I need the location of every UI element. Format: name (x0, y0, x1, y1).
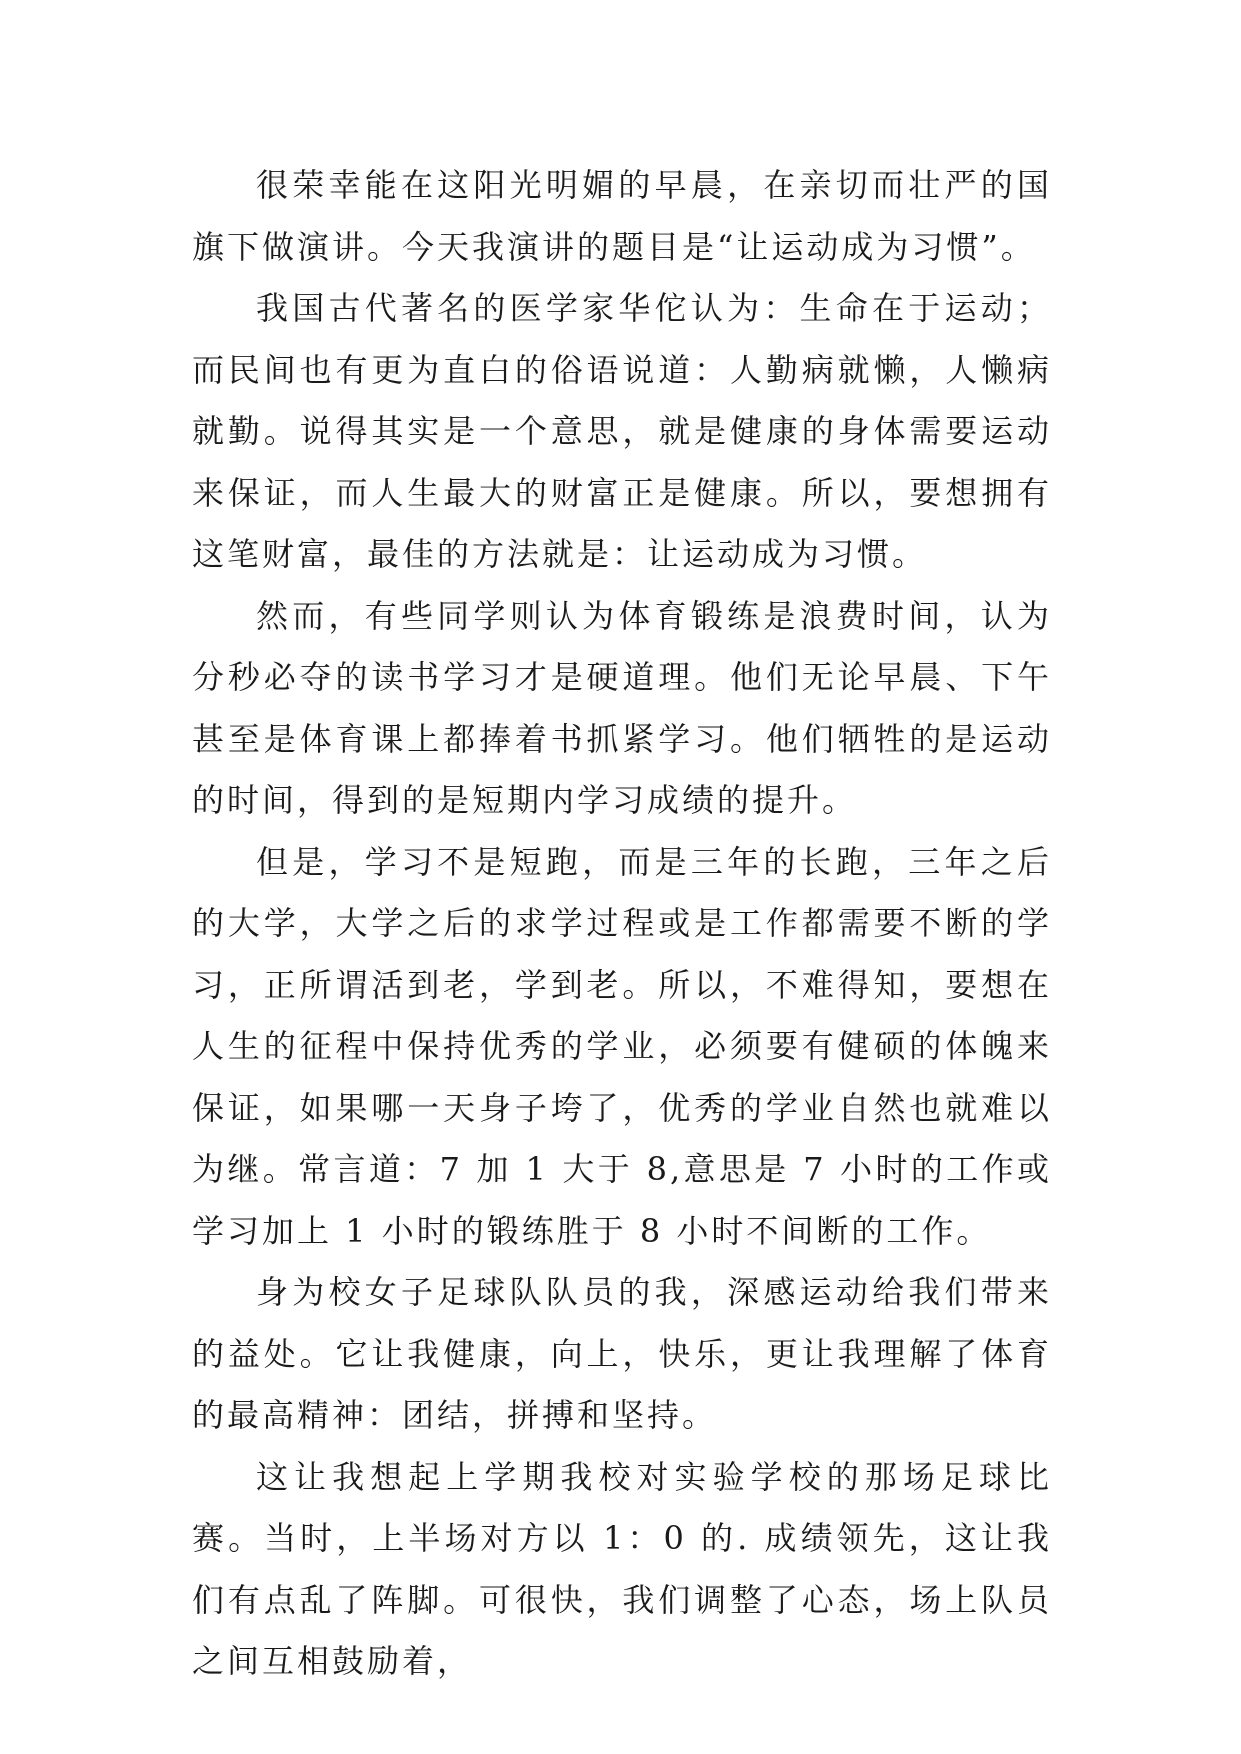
paragraph-6: 这让我想起上学期我校对实验学校的那场足球比赛。当时，上半场对方以 1：0 的. 成绩领先，这让我们有点乱了阵脚。可很快，我们调整了心态，场上队员之间互相鼓励着， (192, 1457, 1052, 1680)
paragraph-2: 我国古代著名的医学家华佗认为：生命在于运动；而民间也有更为直白的俗语说道：人勤病就懒，人懒病就勤。说得其实是一个意思，就是健康的身体需要运动来保证，而人生最大的财富正是健康。所以，要想拥有这笔财富，最佳的方法就是：让运动成为习惯。 (192, 289, 1052, 573)
document-body (192, 155, 1052, 1693)
paragraph-3: 然而，有些同学则认为体育锻练是浪费时间，认为分秒必夺的读书学习才是硬道理。他们无论早晨、下午甚至是体育课上都捧着书抓紧学习。他们牺牲的是运动的时间，得到的是短期内学习成绩的提升。 (192, 596, 1052, 819)
paragraph-1: 很荣幸能在这阳光明媚的早晨，在亲切而壮严的国旗下做演讲。今天我演讲的题目是“让运动成为习惯”。 (192, 166, 1052, 266)
paragraph-5: 身为校女子足球队队员的我，深感运动给我们带来的益处。它让我健康，向上，快乐，更让我理解了体育的最高精神：团结，拼搏和坚持。 (192, 1273, 1052, 1434)
paragraph-4: 但是，学习不是短跑，而是三年的长跑，三年之后的大学，大学之后的求学过程或是工作都需要不断的学习，正所谓活到老，学到老。所以，不难得知，要想在人生的征程中保持优秀的学业，必须要有健硕的体魄来保证，如果哪一天身子垮了，优秀的学业自然也就难以为继。常言道：7 加 1 大于 8,意思是 7 小时的工作或学习加上 1 小时的锻练胜于 8 小时不间断的工作。 (192, 842, 1052, 1250)
